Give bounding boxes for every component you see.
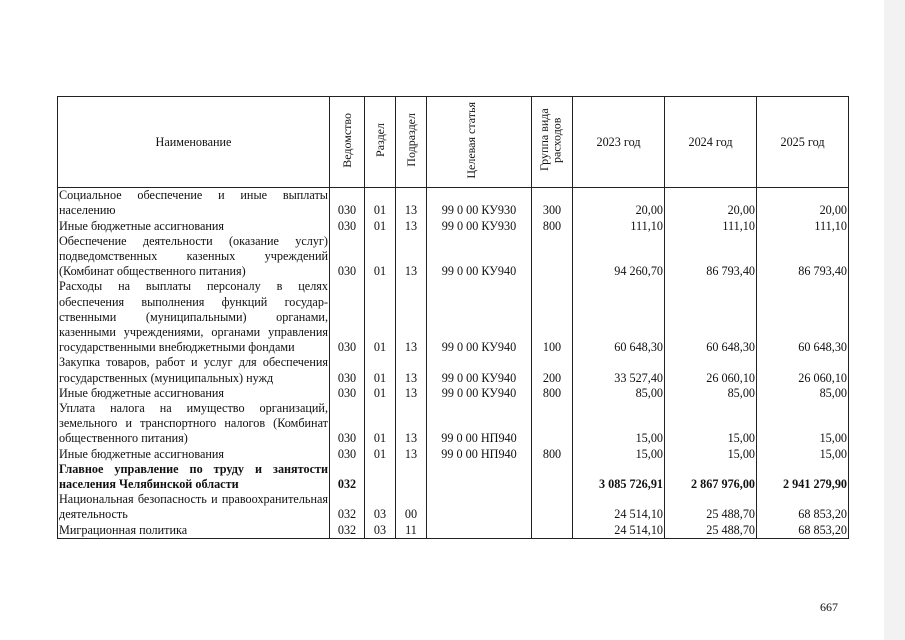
row-podrazdel: 13 [396, 219, 427, 234]
table-row [58, 462, 849, 492]
row-year-2024: 2 867 976,00 [665, 462, 757, 492]
row-podrazdel: 13 [396, 355, 427, 385]
row-podrazdel: 13 [396, 279, 427, 355]
header-expense-group: Группа вида расходов [532, 97, 573, 188]
header-year-2025: 2025 год [757, 97, 849, 188]
row-target-article: 99 0 00 КУ940 [427, 279, 532, 355]
row-name: Национальная безопасность и правоохранительная деятельность [59, 492, 328, 522]
row-year-2024: 15,00 [665, 401, 757, 447]
row-target-article: 99 0 00 КУ940 [427, 386, 532, 401]
table-row [58, 279, 849, 355]
row-year-2024: 111,10 [665, 219, 757, 234]
row-razdel: 03 [365, 492, 396, 522]
row-year-2024: 85,00 [665, 386, 757, 401]
table-row [58, 188, 849, 219]
row-target-article: 99 0 00 КУ940 [427, 355, 532, 385]
row-podrazdel: 13 [396, 386, 427, 401]
table-row [58, 219, 849, 234]
row-year-2025: 60 648,30 [757, 279, 849, 355]
header-razdel: Раздел [365, 97, 396, 188]
row-expense-group [532, 401, 573, 447]
row-vedomstvo: 032 [330, 492, 365, 522]
table-row [58, 523, 849, 539]
row-target-article: 99 0 00 НП940 [427, 447, 532, 462]
row-vedomstvo: 030 [330, 386, 365, 401]
row-target-article [427, 523, 532, 539]
table-row [58, 447, 849, 462]
row-year-2023: 85,00 [573, 386, 665, 401]
row-vedomstvo: 030 [330, 188, 365, 219]
row-name: Иные бюджетные ассигнования [58, 386, 330, 401]
row-razdel [365, 462, 396, 492]
row-expense-group: 100 [532, 279, 573, 355]
row-podrazdel: 13 [396, 234, 427, 280]
header-podrazdel: Подраздел [396, 97, 427, 188]
header-year-2024: 2024 год [665, 97, 757, 188]
row-name: Миграционная политика [58, 523, 330, 539]
row-target-article [427, 492, 532, 522]
row-year-2024: 60 648,30 [665, 279, 757, 355]
row-expense-group: 800 [532, 447, 573, 462]
row-podrazdel: 11 [396, 523, 427, 539]
row-year-2023: 60 648,30 [573, 279, 665, 355]
row-year-2023: 15,00 [573, 447, 665, 462]
row-year-2023: 94 260,70 [573, 234, 665, 280]
row-year-2025: 15,00 [757, 401, 849, 447]
row-year-2023: 15,00 [573, 401, 665, 447]
page-number: 667 [820, 600, 838, 614]
row-target-article: 99 0 00 НП940 [427, 401, 532, 447]
row-year-2023: 24 514,10 [573, 523, 665, 539]
row-target-article [427, 462, 532, 492]
row-vedomstvo: 030 [330, 234, 365, 280]
row-year-2025: 111,10 [757, 219, 849, 234]
row-name: Закупка товаров, работ и услуг для обеспечения государственных (муниципальных) нужд [59, 355, 328, 385]
row-name: Иные бюджетные ассигнования [58, 219, 330, 234]
row-name: Расходы на выплаты персоналу в целях обеспечения выполнения функций государственными (муниципальными) органами, казенными учреждениями, органами управления государственными внебюджетными фондами [59, 279, 328, 355]
row-podrazdel: 13 [396, 188, 427, 219]
table-header-row [58, 97, 849, 188]
table-row [58, 401, 849, 447]
row-year-2023: 111,10 [573, 219, 665, 234]
row-target-article: 99 0 00 КУ940 [427, 234, 532, 280]
row-expense-group [532, 462, 573, 492]
row-year-2025: 85,00 [757, 386, 849, 401]
row-year-2023: 33 527,40 [573, 355, 665, 385]
row-razdel: 01 [365, 401, 396, 447]
row-razdel: 01 [365, 447, 396, 462]
row-razdel: 01 [365, 188, 396, 219]
row-vedomstvo: 030 [330, 447, 365, 462]
row-year-2024: 26 060,10 [665, 355, 757, 385]
row-target-article: 99 0 00 КУ930 [427, 219, 532, 234]
row-expense-group [532, 523, 573, 539]
row-year-2024: 86 793,40 [665, 234, 757, 280]
row-year-2023: 20,00 [573, 188, 665, 219]
row-year-2023: 3 085 726,91 [573, 462, 665, 492]
row-expense-group [532, 234, 573, 280]
row-expense-group: 300 [532, 188, 573, 219]
row-name: Социальное обеспечение и иные выплаты населению [59, 188, 328, 218]
row-podrazdel: 13 [396, 447, 427, 462]
row-podrazdel [396, 462, 427, 492]
row-vedomstvo: 030 [330, 355, 365, 385]
table-body [58, 188, 849, 539]
row-year-2025: 26 060,10 [757, 355, 849, 385]
row-year-2025: 15,00 [757, 447, 849, 462]
row-razdel: 01 [365, 386, 396, 401]
row-podrazdel: 13 [396, 401, 427, 447]
row-year-2025: 68 853,20 [757, 492, 849, 522]
row-year-2024: 15,00 [665, 447, 757, 462]
row-name: Главное управление по труду и занятости населения Челябинской области [59, 461, 328, 492]
row-expense-group: 800 [532, 219, 573, 234]
row-razdel: 01 [365, 219, 396, 234]
row-razdel: 01 [365, 279, 396, 355]
row-year-2023: 24 514,10 [573, 492, 665, 522]
row-year-2025: 20,00 [757, 188, 849, 219]
budget-table [57, 96, 849, 539]
row-expense-group [532, 492, 573, 522]
header-year-2023: 2023 год [573, 97, 665, 188]
row-vedomstvo: 030 [330, 279, 365, 355]
scan-edge-shade [884, 0, 905, 640]
row-year-2024: 25 488,70 [665, 523, 757, 539]
row-expense-group: 800 [532, 386, 573, 401]
row-name: Обеспечение деятельности (оказание услуг) подведомственных казенных учреждений (Комбинат общественного питания) [59, 233, 328, 279]
row-vedomstvo: 030 [330, 401, 365, 447]
row-name: Иные бюджетные ассигнования [58, 447, 330, 462]
row-year-2025: 86 793,40 [757, 234, 849, 280]
table-row [58, 234, 849, 280]
row-razdel: 01 [365, 355, 396, 385]
header-name: Наименование [58, 97, 330, 188]
header-vedomstvo: Ведомство [330, 97, 365, 188]
row-year-2025: 2 941 279,90 [757, 462, 849, 492]
row-vedomstvo: 032 [330, 462, 365, 492]
row-razdel: 01 [365, 234, 396, 280]
row-year-2025: 68 853,20 [757, 523, 849, 539]
row-vedomstvo: 032 [330, 523, 365, 539]
table-row [58, 355, 849, 385]
row-year-2024: 20,00 [665, 188, 757, 219]
header-target-article: Целевая статья [427, 97, 532, 188]
row-podrazdel: 00 [396, 492, 427, 522]
row-target-article: 99 0 00 КУ930 [427, 188, 532, 219]
row-razdel: 03 [365, 523, 396, 539]
row-expense-group: 200 [532, 355, 573, 385]
row-vedomstvo: 030 [330, 219, 365, 234]
table-row [58, 492, 849, 522]
table-row [58, 386, 849, 401]
row-year-2024: 25 488,70 [665, 492, 757, 522]
row-name: Уплата налога на имущество организаций, земельного и транспортного налогов (Комбинат общественного питания) [59, 401, 328, 446]
